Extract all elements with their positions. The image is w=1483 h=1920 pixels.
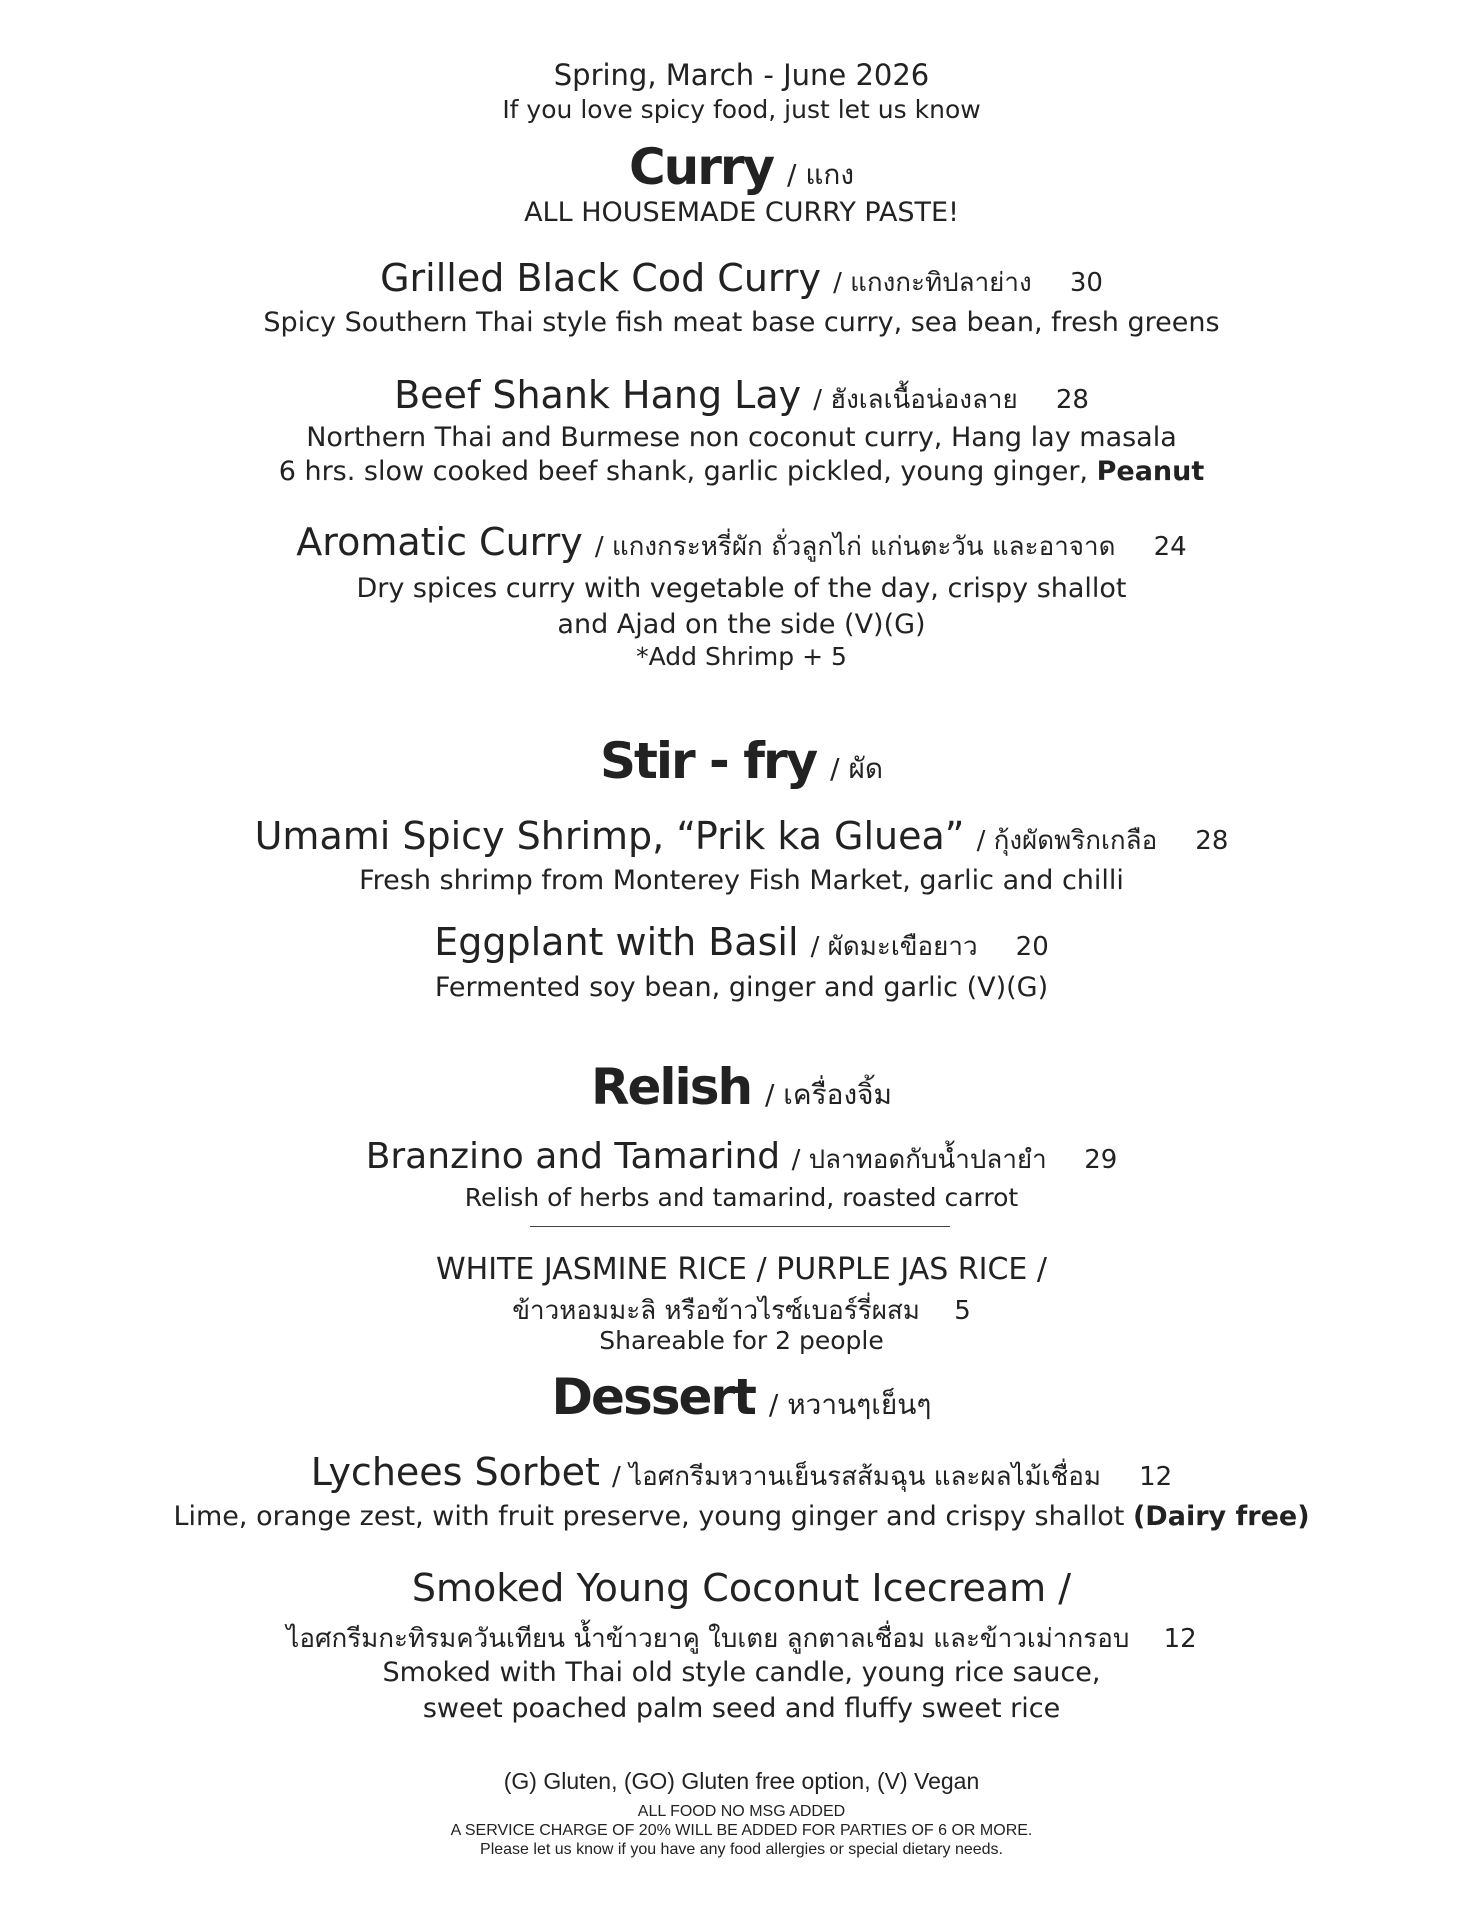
item-name-en: Aromatic Curry bbox=[296, 520, 583, 564]
item-price: 29 bbox=[1084, 1145, 1118, 1175]
item-description-text: Lime, orange zest, with fruit preserve, young ginger and crispy shallot bbox=[173, 1501, 1133, 1532]
no-msg-note: ALL FOOD NO MSG ADDED bbox=[637, 1803, 846, 1820]
item-name-thai: / ฮังเลเนื้อน่องลาย bbox=[813, 385, 1018, 415]
allergy-note: Please let us know if you have any food allergies or special dietary needs. bbox=[480, 1841, 1003, 1858]
item-description: Spicy Southern Thai style fish meat base curry, sea bean, fresh greens bbox=[263, 307, 1220, 338]
menu-item-name bbox=[0, 520, 1483, 567]
item-name-en: Lychees Sorbet bbox=[310, 1450, 600, 1494]
menu-item-name bbox=[0, 1136, 1483, 1180]
item-name-thai: / กุ้งผัดพริกเกลือ bbox=[976, 826, 1158, 856]
menu-item-name bbox=[0, 256, 1483, 303]
section-title-curry-en: Curry bbox=[628, 138, 774, 196]
rice-thai: ข้าวหอมมะลิ หรือข้าวไรซ์เบอร์รี่ผสม bbox=[512, 1296, 920, 1326]
section-title-dessert bbox=[0, 1368, 1483, 1427]
item-name-thai: ไอศกรีมกะทิรมควันเทียน น้ำข้าวยาคู ใบเตย ลูกตาลเชื่อม และข้าวเม่ากรอบ bbox=[286, 1624, 1130, 1654]
item-price: 30 bbox=[1069, 268, 1103, 298]
season-heading: Spring, March - June 2026 bbox=[553, 58, 930, 92]
item-name-thai: / แกงกะทิปลาย่าง bbox=[833, 268, 1032, 298]
item-name-thai: / ผัดมะเขือยาว bbox=[810, 932, 978, 962]
section-title-dessert-en: Dessert bbox=[551, 1368, 755, 1426]
section-title-relish-thai: / เครื่องจิ้ม bbox=[764, 1078, 892, 1111]
section-title-relish-en: Relish bbox=[591, 1058, 752, 1116]
item-price: 12 bbox=[1139, 1462, 1173, 1492]
item-name-en: Branzino and Tamarind bbox=[365, 1136, 781, 1177]
section-title-dessert-thai: / หวานๆเย็นๆ bbox=[768, 1388, 932, 1421]
section-title-relish bbox=[0, 1058, 1483, 1117]
item-name-thai: / แกงกระหรี่ผัก ถั่วลูกไก่ แก่นตะวัน และอาจาด bbox=[594, 532, 1116, 562]
item-price: 20 bbox=[1015, 932, 1049, 962]
item-price: 28 bbox=[1055, 385, 1089, 415]
item-name-thai: / ไอศกรีมหวานเย็นรสส้มฉุน และผลไม้เชื่อม bbox=[612, 1462, 1102, 1492]
allergen-note: (Dairy free) bbox=[1132, 1501, 1310, 1532]
divider bbox=[530, 1226, 950, 1227]
section-title-curry bbox=[0, 138, 1483, 197]
rice-name: WHITE JASMINE RICE / PURPLE JAS RICE / bbox=[435, 1252, 1048, 1287]
allergen-note: Peanut bbox=[1096, 456, 1205, 487]
item-description: sweet poached palm seed and fluffy sweet rice bbox=[422, 1693, 1061, 1724]
rice-description: Shareable for 2 people bbox=[599, 1326, 884, 1355]
item-addon: *Add Shrimp + 5 bbox=[636, 642, 847, 671]
diet-legend: (G) Gluten, (GO) Gluten free option, (V) Vegan bbox=[503, 1768, 980, 1794]
section-title-curry-thai: / แกง bbox=[787, 158, 855, 191]
section-title-stirfry-thai: / ผัด bbox=[830, 752, 884, 785]
section-title-stirfry-en: Stir - fry bbox=[599, 732, 817, 790]
item-name-en: Beef Shank Hang Lay bbox=[394, 373, 802, 417]
item-name-en: Eggplant with Basil bbox=[434, 920, 799, 964]
item-description: Northern Thai and Burmese non coconut curry, Hang lay masala bbox=[306, 422, 1177, 453]
curry-subtitle: ALL HOUSEMADE CURRY PASTE! bbox=[524, 197, 959, 228]
rice-thai-line bbox=[0, 1290, 1483, 1331]
item-description: Smoked with Thai old style candle, young rice sauce, bbox=[382, 1657, 1101, 1688]
menu-item-name bbox=[0, 814, 1483, 861]
item-description: Relish of herbs and tamarind, roasted carrot bbox=[464, 1183, 1019, 1212]
item-name-en: Umami Spicy Shrimp, “Prik ka Gluea” bbox=[254, 814, 965, 858]
spicy-note: If you love spicy food, just let us know bbox=[502, 95, 981, 124]
menu-item-name bbox=[0, 920, 1483, 967]
item-description: and Ajad on the side (V)(G) bbox=[557, 609, 926, 640]
item-price: 24 bbox=[1153, 532, 1187, 562]
item-price: 12 bbox=[1163, 1624, 1197, 1654]
item-description: Fermented soy bean, ginger and garlic (V)(G) bbox=[434, 972, 1049, 1003]
item-name-en: Grilled Black Cod Curry bbox=[380, 256, 821, 300]
item-description bbox=[0, 1501, 1483, 1532]
menu-item-name bbox=[0, 373, 1483, 420]
item-price: 28 bbox=[1195, 826, 1229, 856]
item-description: Fresh shrimp from Monterey Fish Market, garlic and chilli bbox=[359, 865, 1124, 896]
item-description: Dry spices curry with vegetable of the day, crispy shallot bbox=[356, 573, 1127, 604]
rice-price: 5 bbox=[954, 1296, 971, 1326]
menu-item-name: Smoked Young Coconut Icecream / bbox=[411, 1566, 1072, 1610]
service-charge-note: A SERVICE CHARGE OF 20% WILL BE ADDED FOR PARTIES OF 6 OR MORE. bbox=[450, 1822, 1033, 1839]
menu-item-name bbox=[0, 1450, 1483, 1497]
menu-item-thai-line bbox=[0, 1618, 1483, 1659]
item-description-text: 6 hrs. slow cooked beef shank, garlic pickled, young ginger, bbox=[278, 456, 1097, 487]
item-name-thai: / ปลาทอดกับน้ำปลายำ bbox=[791, 1145, 1047, 1175]
section-title-stirfry bbox=[0, 732, 1483, 791]
item-description bbox=[0, 456, 1483, 487]
